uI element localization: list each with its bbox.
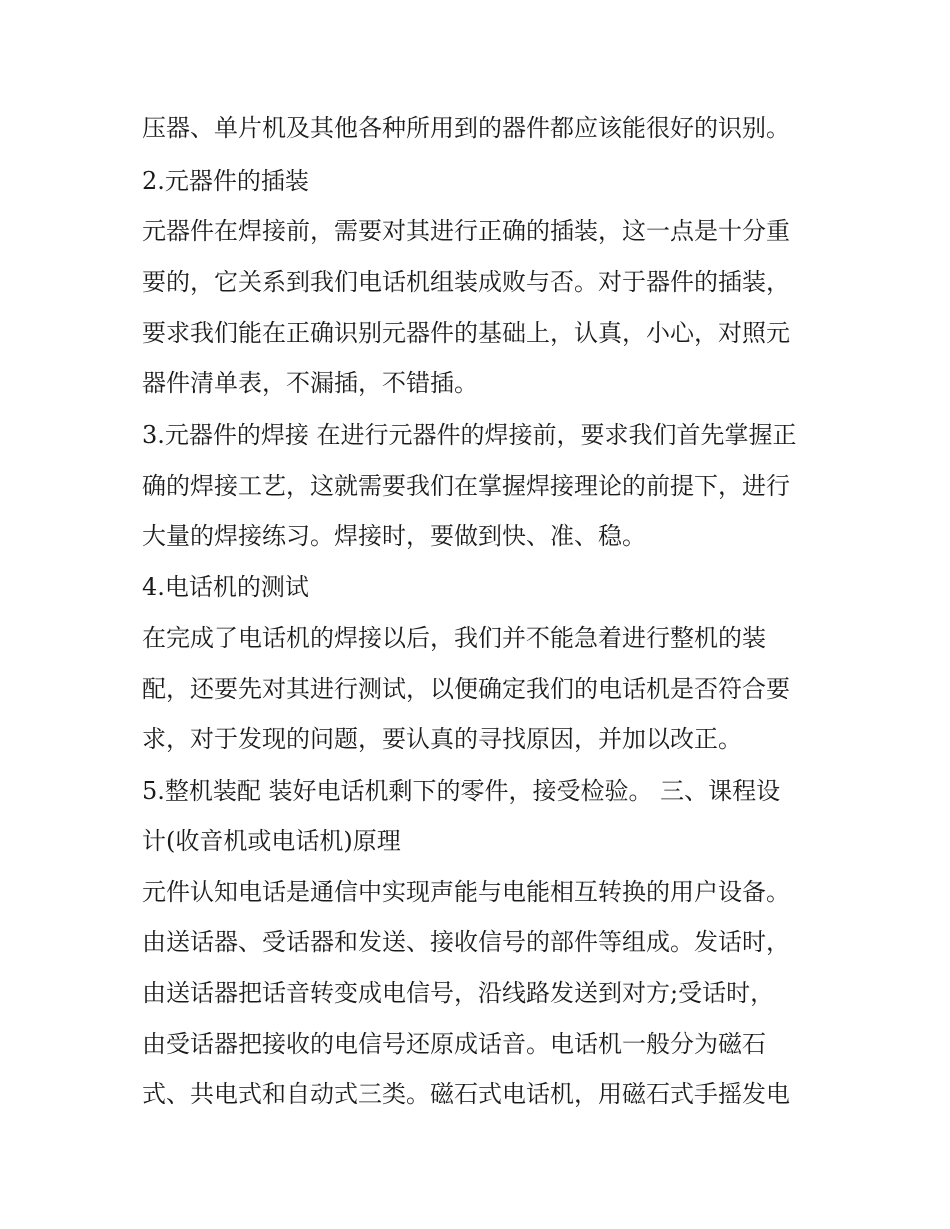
text-line: 要求我们能在正确识别元器件的基础上，认真，小心，对照元: [142, 319, 790, 347]
section-heading: 4.电话机的测试: [142, 573, 309, 601]
text-line: 要的，它关系到我们电话机组装成败与否。对于器件的插装，: [142, 268, 790, 296]
text-line: 由送话器把话音转变成电信号，沿线路发送到对方;受话时，: [142, 979, 775, 1007]
text-line: 在完成了电话机的焊接以后，我们并不能急着进行整机的装: [142, 624, 766, 652]
text-line: 压器、单片机及其他各种所用到的器件都应该能很好的识别。: [142, 114, 790, 142]
text-line: 元器件在焊接前，需要对其进行正确的插装，这一点是十分重: [142, 217, 790, 245]
section-heading: 2.元器件的插装: [142, 167, 309, 195]
section-heading: 3.元器件的焊接 在进行元器件的焊接前，要求我们首先掌握正: [142, 421, 797, 449]
text-line: 计(收音机或电话机)原理: [142, 827, 401, 855]
section-heading: 5.整机装配 装好电话机剩下的零件，接受检验。 三、课程设: [142, 777, 781, 805]
text-line: 由受话器把接收的电信号还原成话音。电话机一般分为磁石: [142, 1030, 766, 1058]
text-line: 器件清单表，不漏插，不错插。: [142, 369, 478, 397]
text-line: 配，还要先对其进行测试，以便确定我们的电话机是否符合要: [142, 675, 790, 703]
text-line: 由送话器、受话器和发送、接收信号的部件等组成。发话时，: [142, 928, 790, 956]
text-line: 式、共电式和自动式三类。磁石式电话机，用磁石式手摇发电: [142, 1080, 790, 1108]
text-line: 大量的焊接练习。焊接时，要做到快、准、稳。: [142, 522, 646, 550]
text-line: 元件认知电话是通信中实现声能与电能相互转换的用户设备。: [142, 878, 790, 906]
text-line: 求，对于发现的问题，要认真的寻找原因，并加以改正。: [142, 725, 742, 753]
text-line: 确的焊接工艺，这就需要我们在掌握焊接理论的前提下，进行: [142, 472, 790, 500]
